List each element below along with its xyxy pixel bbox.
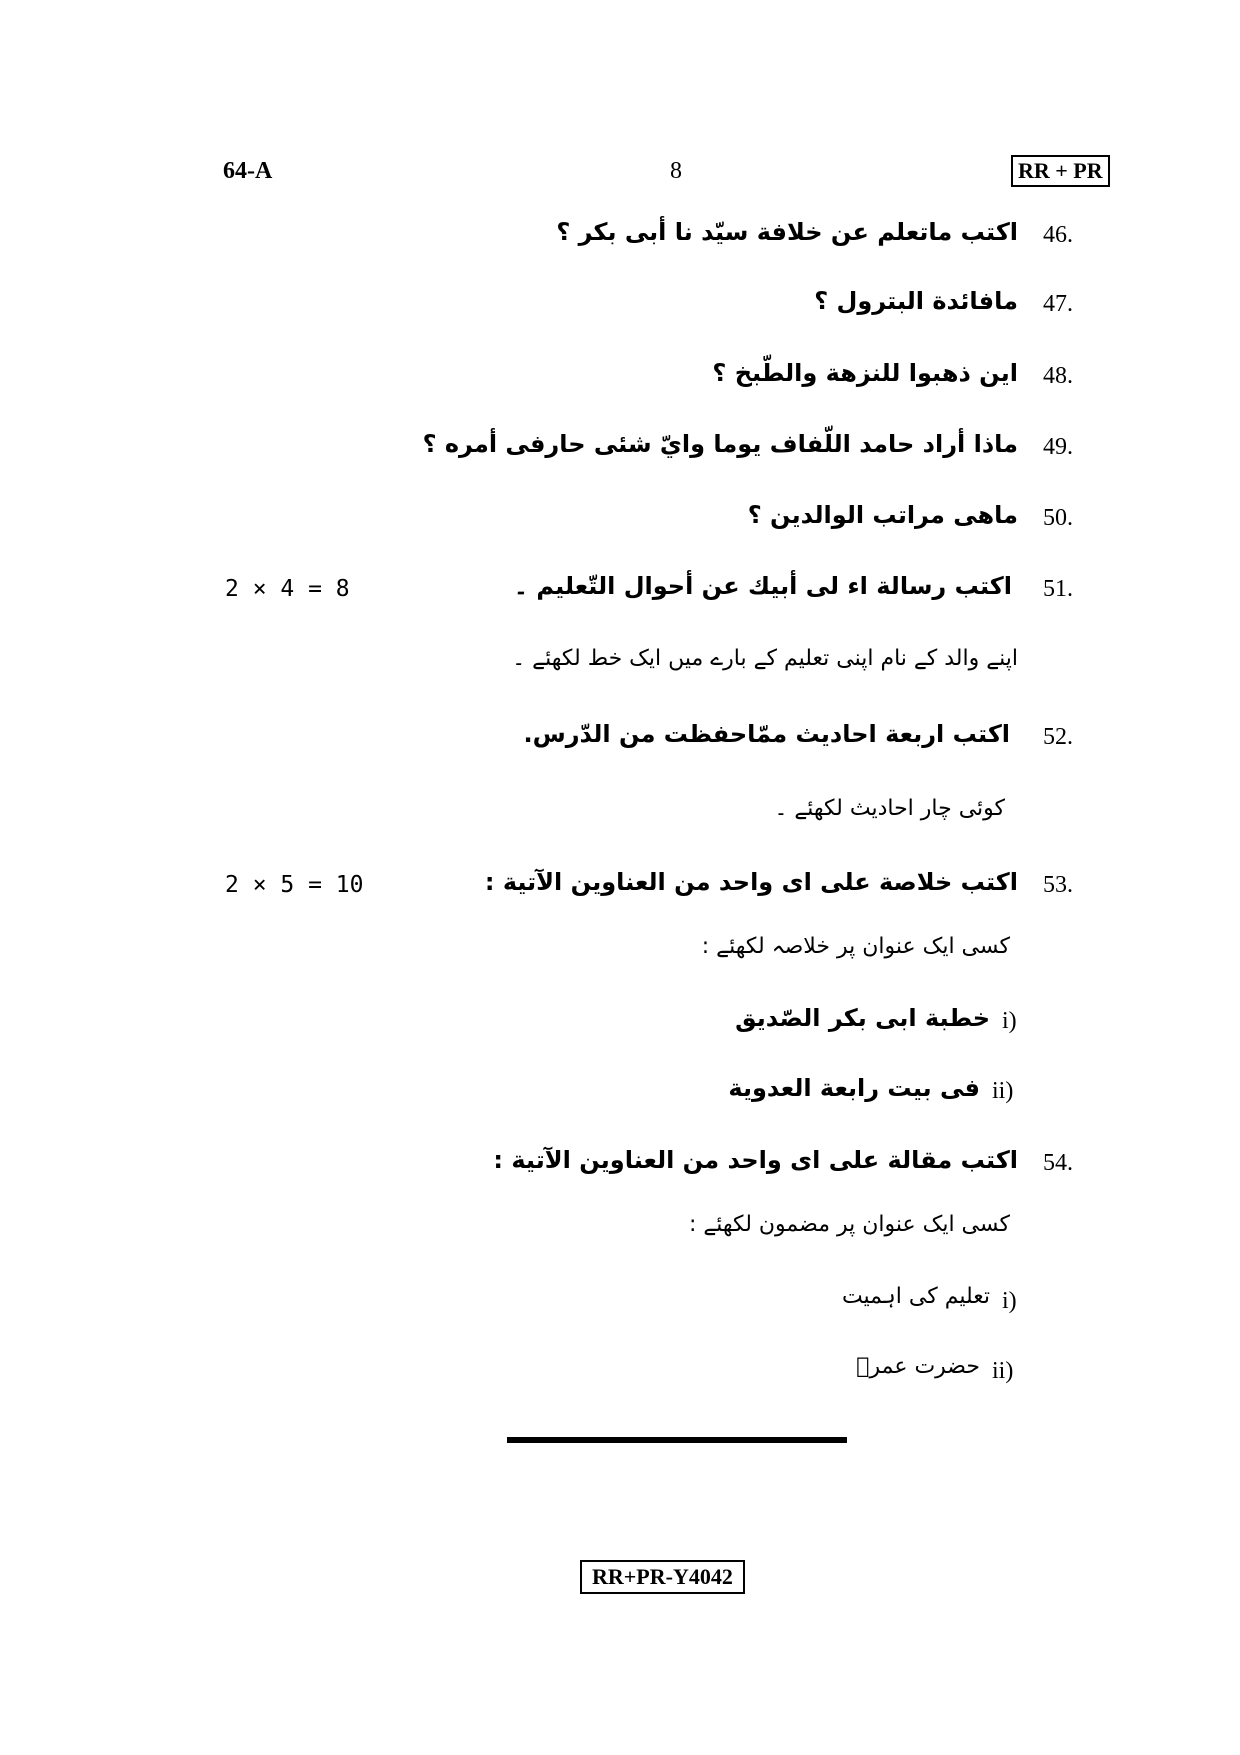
question-text: اكتب ماتعلم عن خلافة سيّد نا أبى بكر ؟	[556, 218, 1018, 246]
option-label: i)	[1002, 1288, 1017, 1314]
footer-code-box: RR+PR-Y4042	[580, 1560, 745, 1594]
question-number: 47.	[1043, 291, 1073, 317]
page-number: 8	[670, 158, 682, 184]
question-number: 51.	[1043, 576, 1073, 602]
question-number: 52.	[1043, 724, 1073, 750]
paper-code: 64-A	[223, 158, 273, 184]
question-text: مافائدة البترول ؟	[814, 287, 1018, 315]
option-text: خطبة ابى بكر الصّديق	[735, 1004, 990, 1032]
marks-label: 2 × 4 = 8	[225, 576, 350, 602]
question-text: اكتب مقالة على اى واحد من العناوين الآتية :	[493, 1146, 1018, 1174]
option-text: تعلیم کی اہمیت	[841, 1284, 990, 1309]
question-number: 53.	[1043, 872, 1073, 898]
urdu-translation: کسی ایک عنوان پر مضمون لکھئے :	[688, 1212, 1010, 1237]
question-text: اين ذهبوا للنزهة والطّبخ ؟	[712, 359, 1018, 387]
option-label: i)	[1002, 1008, 1017, 1034]
urdu-translation: کوئی چار احادیث لکھئے ۔	[774, 796, 1005, 821]
question-text: ماهى مراتب الوالدين ؟	[747, 501, 1018, 529]
question-text: اكتب خلاصة على اى واحد من العناوين الآتية :	[484, 868, 1018, 896]
question-number: 54.	[1043, 1150, 1073, 1176]
question-number: 46.	[1043, 222, 1073, 248]
question-number: 50.	[1043, 505, 1073, 531]
option-label: ii)	[992, 1078, 1014, 1104]
series-box: RR + PR	[1011, 155, 1110, 187]
option-text: فى بيت رابعة العدوية	[728, 1074, 980, 1102]
option-text: حضرت عمرؓ	[856, 1354, 980, 1379]
question-number: 48.	[1043, 363, 1073, 389]
question-text: اكتب رسالة اء لى أبيك عن أحوال التّعليم ۔	[513, 572, 1012, 600]
end-rule	[507, 1437, 847, 1443]
question-text: اكتب اربعة احاديث ممّاحفظت من الدّرس.	[523, 720, 1010, 748]
question-text: ماذا أراد حامد اللّفاف يوما وايّ شئى حارفى أمره ؟	[422, 430, 1018, 458]
urdu-translation: اپنے والد کے نام اپنی تعلیم کے بارے میں ایک خط لکھئے ۔	[512, 646, 1018, 671]
urdu-translation: کسی ایک عنوان پر خلاصہ لکھئے :	[701, 934, 1010, 959]
question-number: 49.	[1043, 434, 1073, 460]
marks-label: 2 × 5 = 10	[225, 872, 364, 898]
option-label: ii)	[992, 1358, 1014, 1384]
